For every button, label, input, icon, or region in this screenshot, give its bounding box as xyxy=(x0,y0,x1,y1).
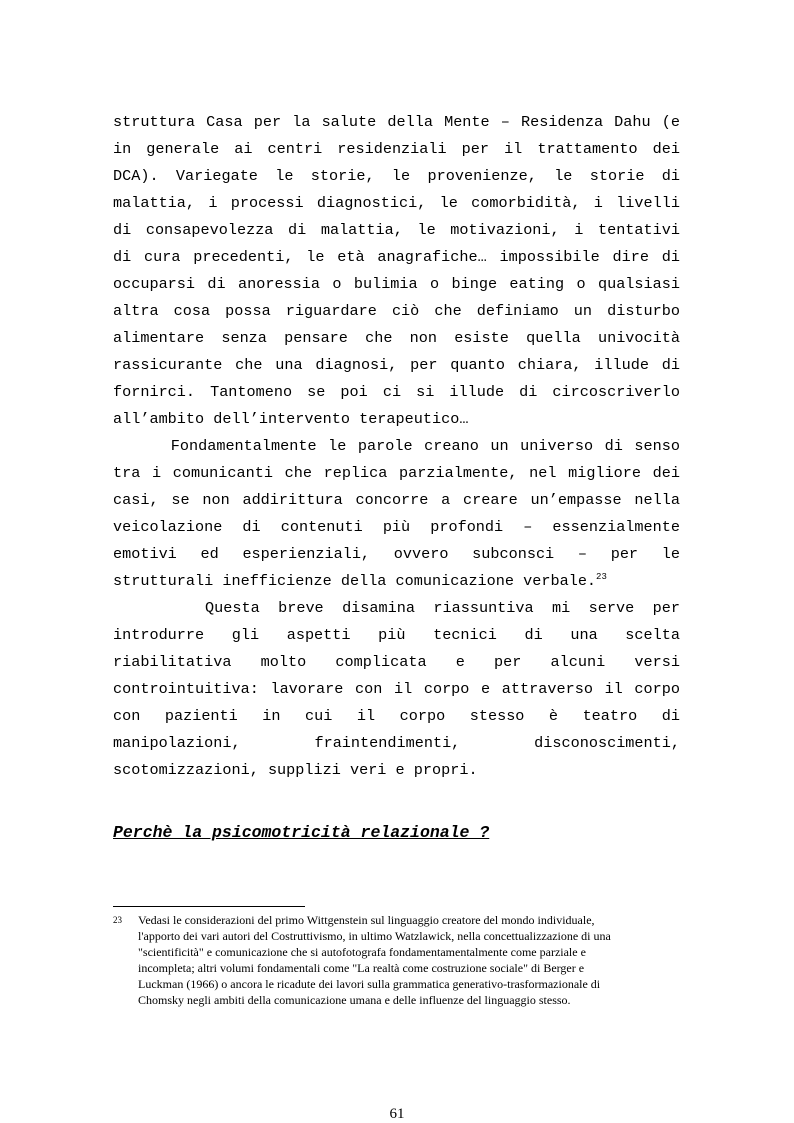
text-line: emotivi ed esperienziali, ovvero subconsci – per le xyxy=(113,545,680,563)
text-line-with-footnote-ref xyxy=(113,568,680,595)
text-line: introdurre gli aspetti più tecnici di una scelta xyxy=(113,626,680,644)
footnote-line: Chomsky negli ambiti della comunicazione umana e delle influenze del linguaggio stesso. xyxy=(138,993,571,1007)
text-line: fornirci. Tantomeno se poi ci si illude di circoscriverlo xyxy=(113,383,680,401)
page-number: 61 xyxy=(389,1106,405,1122)
text-line: manipolazioni, fraintendimenti, disconoscimenti, xyxy=(113,734,680,752)
text-line: casi, se non addirittura concorre a creare un’empasse nella xyxy=(113,491,680,509)
section-heading: Perchè la psicomotricità relazionale ? xyxy=(113,823,490,842)
text-line: controintuitiva: lavorare con il corpo e attraverso il corpo xyxy=(113,680,680,698)
text-line: con pazienti in cui il corpo stesso è teatro di xyxy=(113,707,680,725)
text-line: alimentare senza pensare che non esiste quella univocità xyxy=(113,329,680,347)
footnote-text xyxy=(138,912,680,1008)
footnote-number: 23 xyxy=(113,915,122,925)
text-line: struttura Casa per la salute della Mente – Residenza Dahu (e xyxy=(113,113,680,131)
text-line: DCA). Variegate le storie, le provenienze, le storie di xyxy=(113,167,680,185)
footnote-line: Vedasi le considerazioni del primo Wittgenstein sul linguaggio creatore del mondo individuale, xyxy=(138,913,595,927)
footnote-line: Luckman (1966) o ancora le ricadute dei lavori sulla grammatica generativo-trasformazionale di xyxy=(138,977,601,991)
text-line: Fondamentalmente le parole creano un universo di senso xyxy=(113,437,680,455)
text-line: in generale ai centri residenziali per il trattamento dei xyxy=(113,140,680,158)
text-line: altra cosa possa riguardare ciò che definiamo un disturbo xyxy=(113,302,680,320)
text-line: occuparsi di anoressia o bulimia o binge eating o qualsiasi xyxy=(113,275,680,293)
body-text xyxy=(113,109,680,784)
text-line: scotomizzazioni, supplizi veri e propri. xyxy=(113,761,478,779)
footnote-line: l'apporto dei vari autori del Costruttivismo, in ultimo Watzlawick, nella concettualizzazione di una xyxy=(138,929,611,943)
text-line: riabilitativa molto complicata e per alcuni versi xyxy=(113,653,680,671)
text-line: di consapevolezza di malattia, le motivazioni, i tentativi xyxy=(113,221,680,239)
footnote-divider xyxy=(113,906,305,907)
footnote xyxy=(113,912,680,1008)
text-line: tra i comunicanti che replica parzialmente, nel migliore dei xyxy=(113,464,680,482)
text-line: Questa breve disamina riassuntiva mi serve per xyxy=(113,599,680,617)
text-line: di cura precedenti, le età anagrafiche… impossibile dire di xyxy=(113,248,680,266)
text-line: rassicurante che una diagnosi, per quanto chiara, illude di xyxy=(113,356,680,374)
text-line: veicolazione di contenuti più profondi – essenzialmente xyxy=(113,518,680,536)
footnote-ref[interactable]: 23 xyxy=(596,571,607,582)
text-line-content: strutturali inefficienze della comunicazione verbale. xyxy=(113,572,597,590)
footnote-line: incompleta; altri volumi fondamentali come "La realtà come costruzione sociale" di Berger e xyxy=(138,961,585,975)
footnote-line: "scientificità" e comunicazione che si autofotografa fondamentamentalmente come parziale e xyxy=(138,945,586,959)
text-line: all’ambito dell’intervento terapeutico… xyxy=(113,410,469,428)
text-line: malattia, i processi diagnostici, le comorbidità, i livelli xyxy=(113,194,680,212)
